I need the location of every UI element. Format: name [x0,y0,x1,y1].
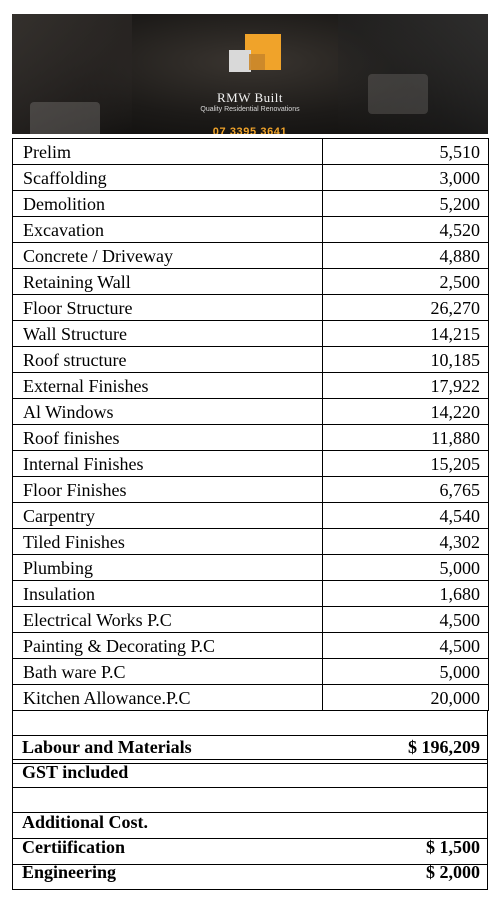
certification-row [12,835,488,860]
cost-item-value: 20,000 [323,685,489,711]
cost-item-value: 4,500 [323,633,489,659]
cost-item-value: 4,520 [323,217,489,243]
cost-item-row [13,295,489,321]
cost-item-row [13,529,489,555]
cost-item-label: Carpentry [13,503,323,529]
brand-tagline: Quality Residential Renovations [200,106,300,113]
cost-item-value: 4,302 [323,529,489,555]
cost-item-label: Roof structure [13,347,323,373]
cost-item-value: 26,270 [323,295,489,321]
brand-name: RMW Built [216,90,284,105]
cost-item-row [13,607,489,633]
cost-item-label: Bath ware P.C [13,659,323,685]
cost-item-value: 17,922 [323,373,489,399]
cost-item-value: 15,205 [323,451,489,477]
gst-label: GST included [22,762,129,782]
cost-item-value: 10,185 [323,347,489,373]
cost-item-value: 3,000 [323,165,489,191]
cost-item-label: Prelim [13,139,323,165]
cost-item-row [13,217,489,243]
engineering-row [12,860,488,885]
phone-number: 07 3395 3641 [212,126,288,134]
empty-row [12,785,488,810]
cost-item-row [13,477,489,503]
cost-item-label: Roof finishes [13,425,323,451]
cost-item-label: Kitchen Allowance.P.C [13,685,323,711]
labour-value: $ 196,209 [408,737,480,757]
engineering-label: Engineering [22,862,117,882]
cost-item-value: 4,880 [323,243,489,269]
additional-label: Additional Cost. [22,812,149,832]
cost-item-label: Concrete / Driveway [13,243,323,269]
cost-item-label: Scaffolding [13,165,323,191]
labour-label: Labour and Materials [22,737,192,757]
cost-item-label: Internal Finishes [13,451,323,477]
cost-item-label: Floor Structure [13,295,323,321]
header-banner [12,14,488,134]
cost-item-label: Painting & Decorating P.C [13,633,323,659]
cost-item-row [13,425,489,451]
cost-item-row [13,373,489,399]
cost-item-label: Al Windows [13,399,323,425]
cost-item-row [13,685,489,711]
cost-item-row [13,451,489,477]
cost-table-body [13,139,489,711]
cost-item-label: Floor Finishes [13,477,323,503]
gst-row [12,760,488,785]
certification-value: $ 1,500 [426,837,480,857]
cost-item-row [13,269,489,295]
cost-item-row [13,581,489,607]
cost-item-label: Electrical Works P.C [13,607,323,633]
cost-item-label: External Finishes [13,373,323,399]
cost-item-value: 4,540 [323,503,489,529]
cost-item-row [13,633,489,659]
cost-item-row [13,555,489,581]
cost-item-value: 1,680 [323,581,489,607]
cost-item-label: Excavation [13,217,323,243]
cost-item-value: 5,000 [323,659,489,685]
cost-item-row [13,191,489,217]
cost-item-label: Tiled Finishes [13,529,323,555]
cost-item-row [13,347,489,373]
divider [12,889,488,890]
cost-item-value: 4,500 [323,607,489,633]
cost-item-row [13,503,489,529]
cost-item-row [13,659,489,685]
cost-item-value: 6,765 [323,477,489,503]
cost-item-value: 14,220 [323,399,489,425]
cost-item-value: 11,880 [323,425,489,451]
cost-item-value: 5,000 [323,555,489,581]
cost-item-row [13,243,489,269]
cost-table [12,138,489,711]
certification-label: Certiification [22,837,125,857]
cost-item-label: Insulation [13,581,323,607]
additional-row [12,810,488,835]
cost-item-row [13,165,489,191]
brand-logo-icon [229,34,281,86]
summary-table [12,710,488,885]
cost-item-value: 14,215 [323,321,489,347]
cost-item-label: Plumbing [13,555,323,581]
cost-item-row [13,321,489,347]
cost-item-value: 5,200 [323,191,489,217]
cost-item-row [13,139,489,165]
cost-item-row [13,399,489,425]
cost-item-value: 5,510 [323,139,489,165]
cost-item-value: 2,500 [323,269,489,295]
cost-item-label: Wall Structure [13,321,323,347]
empty-row [12,710,488,735]
cost-item-label: Retaining Wall [13,269,323,295]
engineering-value: $ 2,000 [426,862,480,882]
cost-item-label: Demolition [13,191,323,217]
labour-row [12,735,488,760]
